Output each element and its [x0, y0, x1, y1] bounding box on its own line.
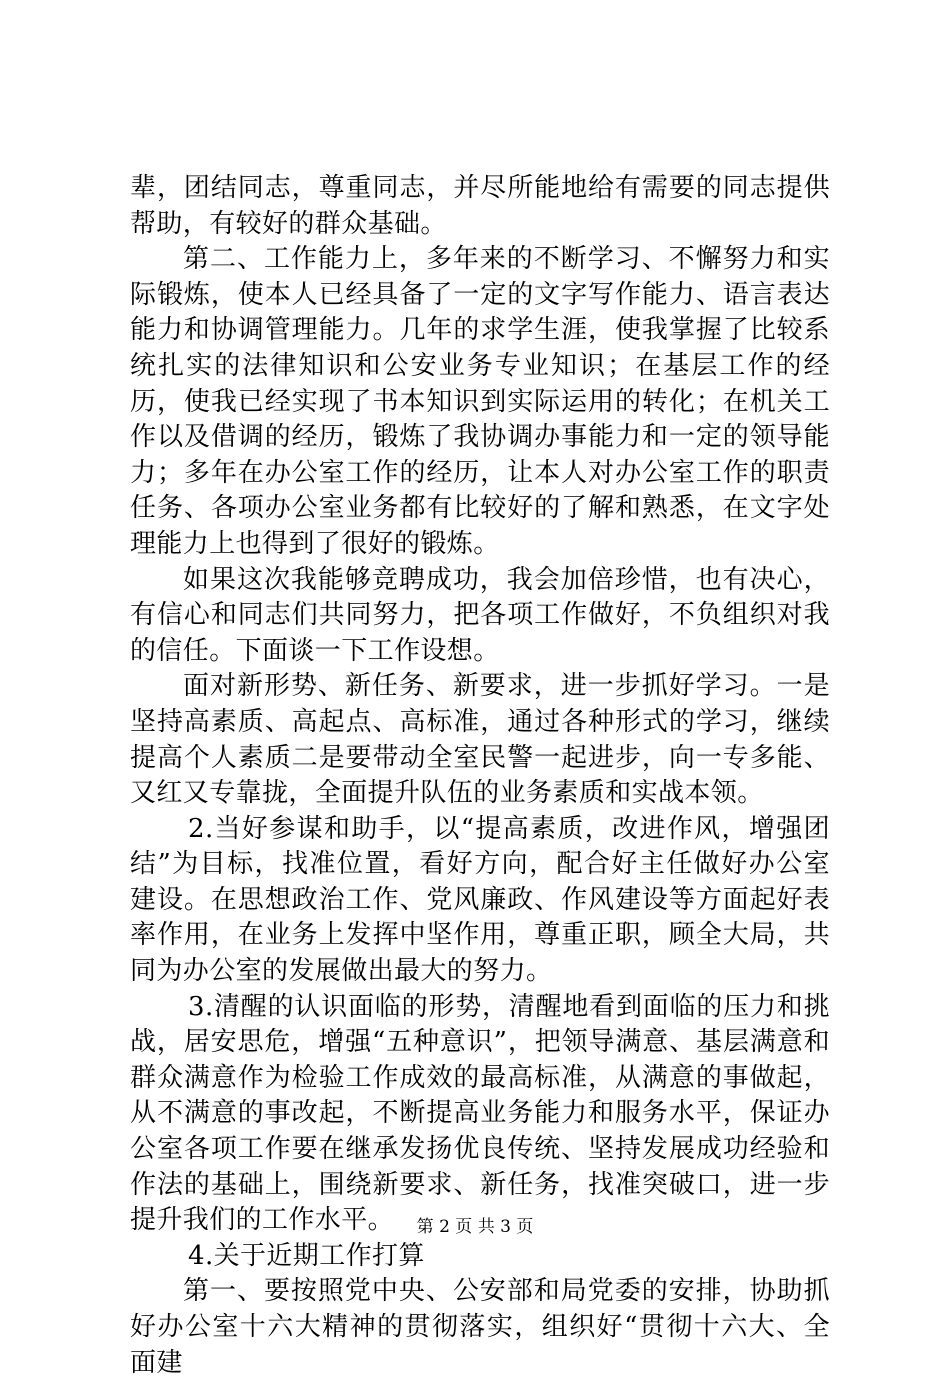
paragraph-8: 第一、要按照党中央、公安部和局党委的安排，协助抓好办公室十六大精神的贯彻落实，组织好“贯彻十六大、全面建 — [130, 1276, 830, 1378]
paragraph-2: 第二、工作能力上，多年来的不断学习、不懈努力和实际锻炼，使本人已经具备了一定的文字写作能力、语言表达能力和协调管理能力。几年的求学生涯，使我掌握了比较系统扎实的法律知识和公安业务专业知识；在基层工作的经历，使我已经实现了书本知识到实际运用的转化；在机关工作以及借调的经历，锻炼了我协调办事能力和一定的领导能力；多年在办公室工作的经历，让本人对办公室工作的职责任务、各项办公室业务都有比较好的了解和熟悉，在文字处理能力上也得到了很好的锻炼。 — [130, 244, 830, 559]
paragraph-6: 3.清醒的认识面临的形势，清醒地看到面临的压力和挑战，居安思危，增强“五种意识”，把领导满意、基层满意和群众满意作为检验工作成效的最高标准，从满意的事做起，从不满意的事改起，不断提高业务能力和服务水平，保证办公室各项工作要在继承发扬优良传统、坚持发展成功经验和作法的基础上，围绕新要求、新任务，找准突破口，进一步提升我们的工作水平。 — [130, 991, 830, 1236]
page-footer: 第 2 页 共 3 页 — [416, 1217, 534, 1237]
paragraph-4: 面对新形势、新任务、新要求，进一步抓好学习。一是坚持高素质、高起点、高标准，通过各种形式的学习，继续提高个人素质二是要带动全室民警一起进步，向一专多能、又红又专靠拢，全面提升队伍的业务素质和实战本领。 — [130, 671, 830, 809]
paragraph-1: 辈，团结同志，尊重同志，并尽所能地给有需要的同志提供帮助，有较好的群众基础。 — [130, 173, 830, 239]
document-body — [130, 171, 830, 1381]
paragraph-7: 4.关于近期工作打算 — [188, 1240, 425, 1271]
paragraph-5: 2.当好参谋和助手，以“提高素质，改进作风，增强团结”为目标，找准位置，看好方向，配合好主任做好办公室建设。在思想政治工作、党风廉政、作风建设等方面起好表率作用，在业务上发挥中坚作用，尊重正职，顾全大局，共同为办公室的发展做出最大的努力。 — [130, 813, 830, 987]
paragraph-3: 如果这次我能够竞聘成功，我会加倍珍惜，也有决心，有信心和同志们共同努力，把各项工作做好，不负组织对我的信任。下面谈一下工作设想。 — [130, 564, 830, 666]
